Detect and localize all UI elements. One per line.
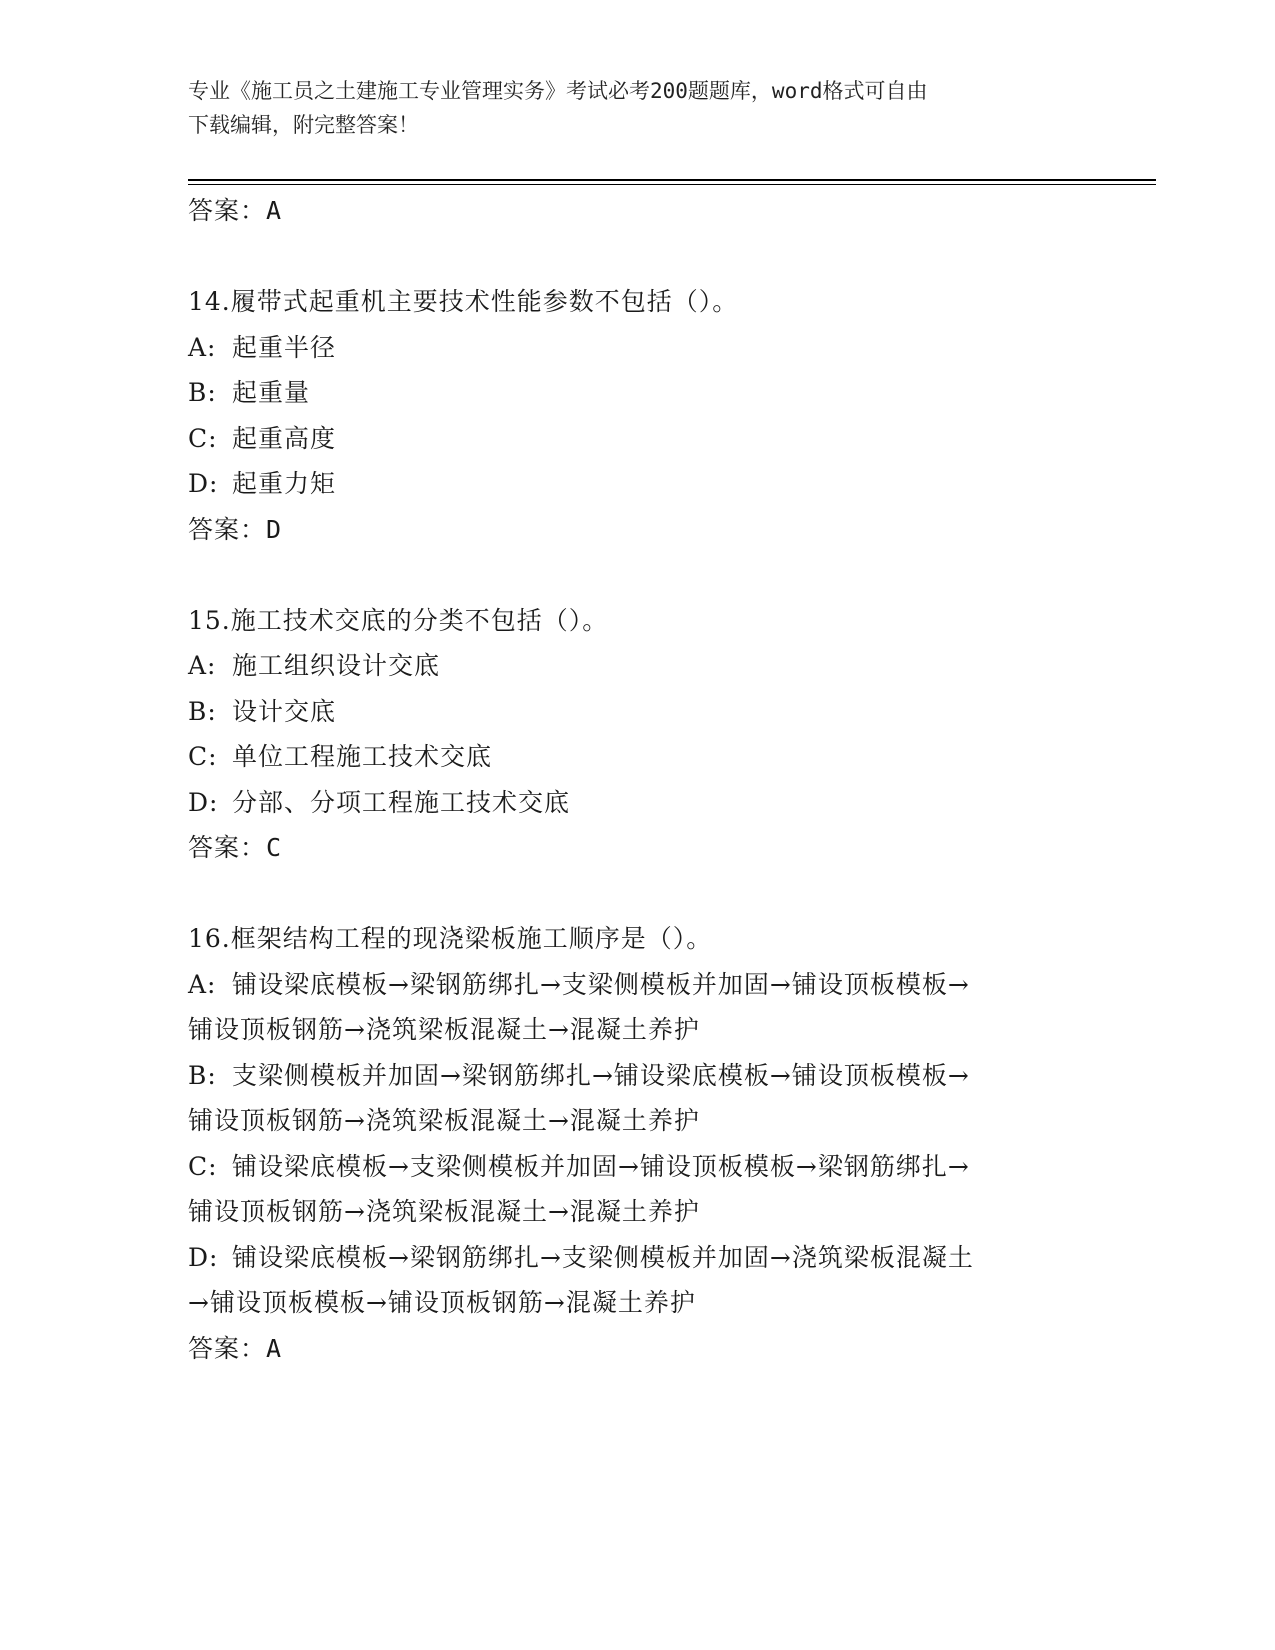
option-label: B:	[188, 696, 217, 726]
option-text: 铺设梁底模板→梁钢筋绑扎→支梁侧模板并加固→浇筑梁板混凝土	[232, 1242, 974, 1272]
answer-line	[188, 825, 1088, 871]
question-stem: 16.框架结构工程的现浇梁板施工顺序是（）。	[188, 924, 713, 953]
header-line-2: 下载编辑，附完整答案！	[188, 113, 419, 137]
option-label: C:	[188, 423, 218, 453]
header-rule-thick	[188, 179, 1156, 181]
option-line	[188, 1007, 1088, 1053]
answer-line	[188, 507, 1088, 553]
header-rule-thin	[188, 184, 1156, 185]
option-text: 起重半径	[232, 332, 337, 362]
question-block	[188, 916, 1088, 1371]
option-line	[188, 1098, 1088, 1144]
option-line	[188, 416, 1088, 462]
option-line	[188, 689, 1088, 735]
option-line	[188, 643, 1088, 689]
question-block	[188, 279, 1088, 552]
option-text: 分部、分项工程施工技术交底	[232, 787, 571, 817]
option-text: 支梁侧模板并加固→梁钢筋绑扎→铺设梁底模板→铺设顶板模板→	[232, 1060, 970, 1090]
answer-line	[188, 188, 1088, 234]
option-label: A:	[188, 651, 217, 680]
question-spacer	[188, 871, 1088, 917]
option-label: D:	[188, 787, 219, 817]
option-line	[188, 780, 1088, 826]
option-line	[188, 734, 1088, 780]
answer-key: C	[266, 833, 283, 862]
option-text: 铺设顶板钢筋→浇筑梁板混凝土→混凝土养护	[188, 1106, 700, 1135]
question-spacer	[188, 552, 1088, 598]
document-body	[188, 188, 1088, 1371]
answer-prefix: 答案：	[188, 833, 267, 862]
option-line	[188, 461, 1088, 507]
answer-key: A	[266, 1333, 283, 1363]
answer-prefix: 答案：	[188, 196, 267, 225]
option-text: 单位工程施工技术交底	[232, 742, 493, 771]
question-stem: 14.履带式起重机主要技术性能参数不包括（）。	[188, 287, 739, 316]
answer-line	[188, 1326, 1088, 1372]
option-line	[188, 1189, 1088, 1235]
option-line	[188, 325, 1088, 371]
option-text: 铺设梁底模板→支梁侧模板并加固→铺设顶板模板→梁钢筋绑扎→	[232, 1151, 970, 1181]
question-block	[188, 598, 1088, 871]
option-label: D:	[188, 469, 219, 498]
option-label: B:	[188, 378, 217, 407]
option-line	[188, 1280, 1088, 1326]
option-text: 铺设顶板钢筋→浇筑梁板混凝土→混凝土养护	[188, 1197, 700, 1226]
option-label: C:	[188, 742, 218, 771]
option-label: A:	[188, 969, 217, 999]
option-line	[188, 1144, 1088, 1190]
option-label: A:	[188, 332, 217, 362]
option-label: D:	[188, 1242, 219, 1272]
option-text: 铺设顶板钢筋→浇筑梁板混凝土→混凝土养护	[188, 1015, 700, 1044]
option-line	[188, 962, 1088, 1008]
option-line	[188, 1235, 1088, 1281]
header-line-1: 专业《施工员之土建施工专业管理实务》考试必考200题题库，word格式可自由	[188, 79, 928, 103]
question-stem: 15.施工技术交底的分类不包括（）。	[188, 605, 609, 635]
answer-prefix: 答案：	[188, 1333, 267, 1363]
option-text: 铺设梁底模板→梁钢筋绑扎→支梁侧模板并加固→铺设顶板模板→	[232, 969, 970, 999]
option-text: 起重量	[232, 378, 311, 407]
answer-key: A	[266, 196, 283, 225]
answer-prefix: 答案：	[188, 514, 267, 544]
answer-key: D	[266, 514, 283, 544]
option-text: 设计交底	[232, 696, 337, 726]
option-line	[188, 370, 1088, 416]
option-text: 起重高度	[232, 423, 337, 453]
question-list	[188, 234, 1088, 1372]
option-label: C:	[188, 1151, 218, 1181]
option-text: 起重力矩	[232, 469, 337, 498]
option-text: →铺设顶板模板→铺设顶板钢筋→混凝土养护	[188, 1288, 696, 1317]
option-label: B:	[188, 1060, 217, 1090]
page-header	[188, 74, 1068, 142]
option-text: 施工组织设计交底	[232, 651, 441, 680]
option-line	[188, 1053, 1088, 1099]
question-spacer	[188, 234, 1088, 280]
